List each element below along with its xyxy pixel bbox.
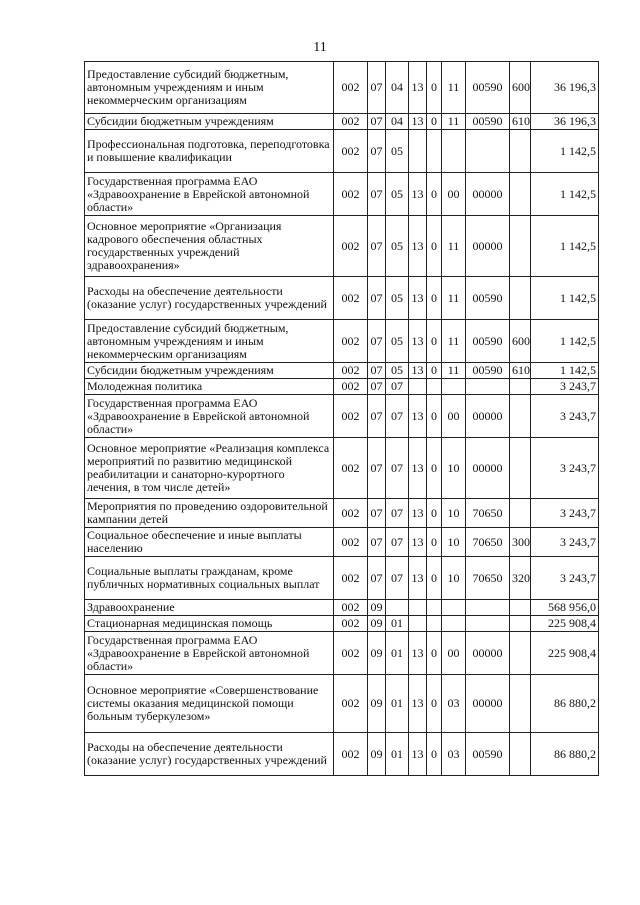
code-subsection: 01 — [386, 675, 409, 733]
row-amount: 1 142,5 — [531, 130, 599, 173]
row-amount: 1 142,5 — [531, 216, 599, 277]
code-direction — [466, 616, 510, 632]
code-expense-type — [510, 600, 531, 616]
row-name: Мероприятия по проведению оздоровительной кампании детей — [85, 499, 334, 528]
code-program: 13 — [409, 632, 427, 675]
code-expense-type — [510, 173, 531, 216]
code-admin: 002 — [334, 363, 368, 379]
code-section: 07 — [368, 379, 386, 395]
code-section: 09 — [368, 616, 386, 632]
code-subprogram — [427, 379, 442, 395]
table-row — [85, 600, 599, 616]
code-subsection: 05 — [386, 173, 409, 216]
code-expense-type — [510, 438, 531, 499]
code-program — [409, 600, 427, 616]
code-admin: 002 — [334, 499, 368, 528]
code-program — [409, 379, 427, 395]
code-measure: 11 — [442, 320, 466, 363]
code-subsection: 05 — [386, 130, 409, 173]
code-program: 13 — [409, 173, 427, 216]
code-subsection: 07 — [386, 395, 409, 438]
code-direction: 00590 — [466, 62, 510, 114]
row-name: Государственная программа ЕАО «Здравоохранение в Еврейской автономной области» — [85, 395, 334, 438]
code-direction: 00590 — [466, 320, 510, 363]
table-row — [85, 277, 599, 320]
code-program: 13 — [409, 395, 427, 438]
code-section: 07 — [368, 395, 386, 438]
table-body — [85, 62, 599, 776]
code-section: 07 — [368, 173, 386, 216]
code-measure: 10 — [442, 528, 466, 557]
row-name: Здравоохранение — [85, 600, 334, 616]
table-row — [85, 320, 599, 363]
code-subsection — [386, 600, 409, 616]
code-expense-type — [510, 632, 531, 675]
budget-table — [84, 61, 599, 776]
code-expense-type: 610 — [510, 114, 531, 130]
code-admin: 002 — [334, 438, 368, 499]
row-amount: 568 956,0 — [531, 600, 599, 616]
code-program: 13 — [409, 528, 427, 557]
code-subprogram: 0 — [427, 675, 442, 733]
code-measure — [442, 379, 466, 395]
code-direction: 00590 — [466, 363, 510, 379]
code-expense-type: 320 — [510, 557, 531, 600]
row-amount: 225 908,4 — [531, 632, 599, 675]
code-direction — [466, 600, 510, 616]
row-name: Предоставление субсидий бюджетным, автономным учреждениям и иным некоммерческим организациям — [85, 62, 334, 114]
code-direction: 00590 — [466, 114, 510, 130]
code-direction: 70650 — [466, 499, 510, 528]
code-measure: 11 — [442, 62, 466, 114]
code-direction: 00000 — [466, 438, 510, 499]
code-subsection: 05 — [386, 363, 409, 379]
row-name: Предоставление субсидий бюджетным, автономным учреждениям и иным некоммерческим организациям — [85, 320, 334, 363]
code-section: 07 — [368, 438, 386, 499]
row-amount: 86 880,2 — [531, 675, 599, 733]
code-expense-type — [510, 216, 531, 277]
code-expense-type: 600 — [510, 62, 531, 114]
code-direction: 00590 — [466, 733, 510, 776]
code-expense-type — [510, 616, 531, 632]
code-direction: 70650 — [466, 557, 510, 600]
table-row — [85, 216, 599, 277]
code-admin: 002 — [334, 528, 368, 557]
row-amount: 1 142,5 — [531, 363, 599, 379]
table-row — [85, 675, 599, 733]
code-program: 13 — [409, 438, 427, 499]
row-name: Расходы на обеспечение деятельности (оказание услуг) государственных учреждений — [85, 277, 334, 320]
code-program: 13 — [409, 499, 427, 528]
code-program — [409, 616, 427, 632]
code-admin: 002 — [334, 216, 368, 277]
row-name: Профессиональная подготовка, переподготовка и повышение квалификации — [85, 130, 334, 173]
row-name: Государственная программа ЕАО «Здравоохранение в Еврейской автономной области» — [85, 173, 334, 216]
row-amount: 3 243,7 — [531, 499, 599, 528]
code-subsection: 07 — [386, 557, 409, 600]
code-section: 07 — [368, 528, 386, 557]
row-amount: 3 243,7 — [531, 528, 599, 557]
code-subprogram: 0 — [427, 557, 442, 600]
code-section: 09 — [368, 600, 386, 616]
code-subprogram — [427, 600, 442, 616]
code-section: 07 — [368, 557, 386, 600]
table-row — [85, 557, 599, 600]
row-amount: 36 196,3 — [531, 114, 599, 130]
code-subprogram: 0 — [427, 499, 442, 528]
code-expense-type: 300 — [510, 528, 531, 557]
code-subprogram: 0 — [427, 632, 442, 675]
code-subprogram: 0 — [427, 62, 442, 114]
code-section: 09 — [368, 733, 386, 776]
code-expense-type — [510, 499, 531, 528]
code-measure: 10 — [442, 499, 466, 528]
code-section: 07 — [368, 130, 386, 173]
code-expense-type — [510, 277, 531, 320]
code-subsection: 01 — [386, 616, 409, 632]
code-subprogram: 0 — [427, 114, 442, 130]
row-name: Субсидии бюджетным учреждениям — [85, 363, 334, 379]
table-row — [85, 130, 599, 173]
code-expense-type — [510, 395, 531, 438]
table-row — [85, 379, 599, 395]
code-section: 09 — [368, 632, 386, 675]
code-direction: 70650 — [466, 528, 510, 557]
code-admin: 002 — [334, 395, 368, 438]
code-expense-type — [510, 379, 531, 395]
code-program: 13 — [409, 557, 427, 600]
row-name: Основное мероприятие «Организация кадрового обеспечения областных государственных учреждений здравоохранения» — [85, 216, 334, 277]
code-section: 07 — [368, 277, 386, 320]
code-admin: 002 — [334, 675, 368, 733]
row-amount: 3 243,7 — [531, 395, 599, 438]
row-name: Субсидии бюджетным учреждениям — [85, 114, 334, 130]
code-admin: 002 — [334, 277, 368, 320]
code-measure: 03 — [442, 733, 466, 776]
row-amount: 86 880,2 — [531, 733, 599, 776]
code-subsection: 07 — [386, 528, 409, 557]
code-measure — [442, 600, 466, 616]
code-section: 09 — [368, 675, 386, 733]
row-name: Основное мероприятие «Совершенствование системы оказания медицинской помощи больным туберкулезом» — [85, 675, 334, 733]
table-row — [85, 616, 599, 632]
code-admin: 002 — [334, 114, 368, 130]
code-program: 13 — [409, 363, 427, 379]
code-measure — [442, 130, 466, 173]
code-measure: 11 — [442, 216, 466, 277]
code-subsection: 05 — [386, 320, 409, 363]
code-section: 07 — [368, 320, 386, 363]
row-amount: 3 243,7 — [531, 438, 599, 499]
code-program: 13 — [409, 277, 427, 320]
row-amount: 36 196,3 — [531, 62, 599, 114]
code-subsection: 01 — [386, 733, 409, 776]
code-program: 13 — [409, 733, 427, 776]
code-measure: 10 — [442, 557, 466, 600]
code-expense-type — [510, 675, 531, 733]
code-direction — [466, 130, 510, 173]
code-subprogram: 0 — [427, 733, 442, 776]
table-row — [85, 173, 599, 216]
code-expense-type — [510, 733, 531, 776]
code-program: 13 — [409, 62, 427, 114]
code-subprogram: 0 — [427, 320, 442, 363]
table-row — [85, 114, 599, 130]
code-admin: 002 — [334, 173, 368, 216]
code-section: 07 — [368, 363, 386, 379]
code-section: 07 — [368, 499, 386, 528]
code-subprogram — [427, 616, 442, 632]
code-admin: 002 — [334, 379, 368, 395]
table-row — [85, 733, 599, 776]
code-direction: 00590 — [466, 277, 510, 320]
row-amount: 3 243,7 — [531, 379, 599, 395]
row-name: Расходы на обеспечение деятельности (оказание услуг) государственных учреждений — [85, 733, 334, 776]
code-admin: 002 — [334, 62, 368, 114]
row-name: Основное мероприятие «Реализация комплекса мероприятий по развитию медицинской реабилитации и санаторно-курортного лечения, в том числе детей» — [85, 438, 334, 499]
code-program: 13 — [409, 114, 427, 130]
code-measure: 00 — [442, 632, 466, 675]
code-direction: 00000 — [466, 395, 510, 438]
code-subprogram: 0 — [427, 173, 442, 216]
code-subsection: 05 — [386, 216, 409, 277]
code-measure: 11 — [442, 363, 466, 379]
code-measure: 00 — [442, 173, 466, 216]
code-subprogram: 0 — [427, 216, 442, 277]
code-program — [409, 130, 427, 173]
code-program: 13 — [409, 320, 427, 363]
code-subsection: 05 — [386, 277, 409, 320]
code-direction: 00000 — [466, 675, 510, 733]
code-direction: 00000 — [466, 173, 510, 216]
code-admin: 002 — [334, 320, 368, 363]
row-name: Социальные выплаты гражданам, кроме публичных нормативных социальных выплат — [85, 557, 334, 600]
code-subprogram: 0 — [427, 395, 442, 438]
row-amount: 1 142,5 — [531, 173, 599, 216]
code-section: 07 — [368, 114, 386, 130]
row-amount: 225 908,4 — [531, 616, 599, 632]
row-name: Социальное обеспечение и иные выплаты населению — [85, 528, 334, 557]
row-name: Стационарная медицинская помощь — [85, 616, 334, 632]
code-subsection: 04 — [386, 62, 409, 114]
code-admin: 002 — [334, 130, 368, 173]
code-subsection: 04 — [386, 114, 409, 130]
code-expense-type: 610 — [510, 363, 531, 379]
code-measure: 03 — [442, 675, 466, 733]
code-subprogram: 0 — [427, 528, 442, 557]
code-subprogram: 0 — [427, 438, 442, 499]
code-section: 07 — [368, 216, 386, 277]
code-measure: 11 — [442, 114, 466, 130]
code-measure: 11 — [442, 277, 466, 320]
code-direction — [466, 379, 510, 395]
code-direction: 00000 — [466, 216, 510, 277]
code-measure — [442, 616, 466, 632]
code-section: 07 — [368, 62, 386, 114]
code-expense-type — [510, 130, 531, 173]
code-subsection: 01 — [386, 632, 409, 675]
code-program: 13 — [409, 216, 427, 277]
table-row — [85, 62, 599, 114]
code-measure: 10 — [442, 438, 466, 499]
code-admin: 002 — [334, 733, 368, 776]
code-admin: 002 — [334, 600, 368, 616]
code-program: 13 — [409, 675, 427, 733]
row-name: Молодежная политика — [85, 379, 334, 395]
code-subsection: 07 — [386, 379, 409, 395]
row-name: Государственная программа ЕАО «Здравоохранение в Еврейской автономной области» — [85, 632, 334, 675]
code-direction: 00000 — [466, 632, 510, 675]
code-admin: 002 — [334, 557, 368, 600]
page-number: 11 — [313, 40, 327, 55]
code-subprogram: 0 — [427, 363, 442, 379]
code-measure: 00 — [442, 395, 466, 438]
table-row — [85, 438, 599, 499]
code-subprogram: 0 — [427, 277, 442, 320]
code-admin: 002 — [334, 616, 368, 632]
row-amount: 1 142,5 — [531, 277, 599, 320]
table-row — [85, 395, 599, 438]
row-amount: 3 243,7 — [531, 557, 599, 600]
code-subsection: 07 — [386, 499, 409, 528]
code-expense-type: 600 — [510, 320, 531, 363]
table-row — [85, 363, 599, 379]
code-subprogram — [427, 130, 442, 173]
code-admin: 002 — [334, 632, 368, 675]
row-amount: 1 142,5 — [531, 320, 599, 363]
table-row — [85, 499, 599, 528]
table-row — [85, 632, 599, 675]
code-subsection: 07 — [386, 438, 409, 499]
table-row — [85, 528, 599, 557]
